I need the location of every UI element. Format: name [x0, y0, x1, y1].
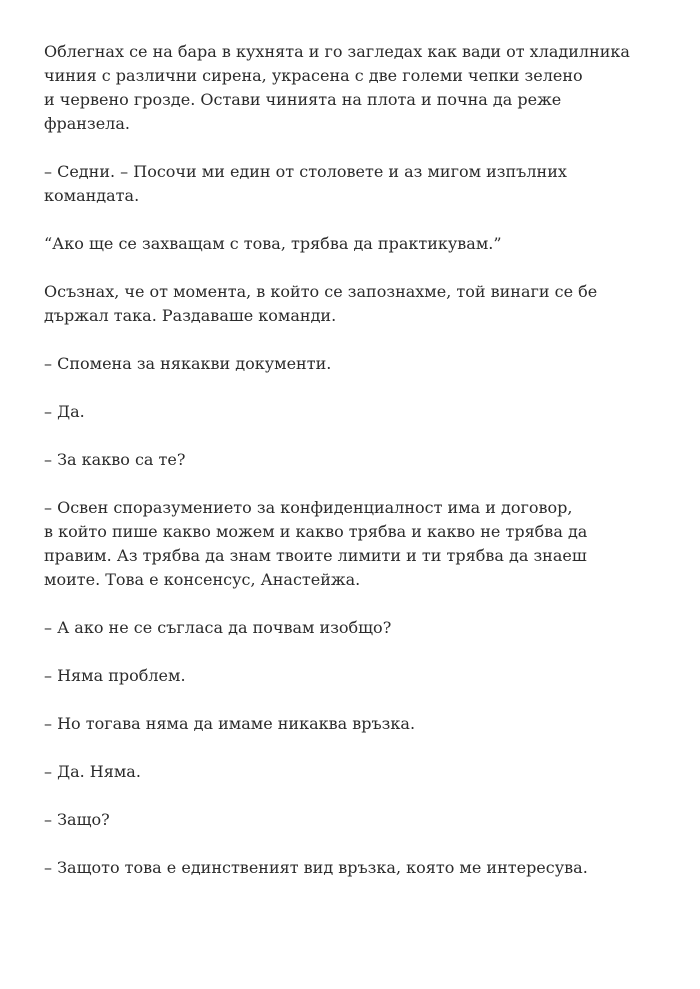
paragraph: [44, 664, 674, 688]
text-line: “Ако ще се захващам с това, трябва да практикувам.”: [44, 234, 502, 253]
text-line: – А ако не се съгласа да почвам изобщо?: [44, 618, 392, 637]
text-line: – Освен споразумението за конфиденциалност има и договор,: [44, 498, 573, 517]
text-line: чиния с различни сирена, украсена с две големи чепки зелено: [44, 66, 583, 85]
text-line: – Защо?: [44, 810, 110, 829]
paragraph: [44, 160, 674, 208]
text-line: – Да.: [44, 402, 85, 421]
text-line: – Защото това е единственият вид връзка, която ме интересува.: [44, 858, 588, 877]
paragraph: [44, 760, 674, 784]
text-line: Облегнах се на бара в кухнята и го загледах как вади от хладилника: [44, 42, 630, 61]
text-line: Осъзнах, че от момента, в който се запознахме, той винаги се бе: [44, 282, 598, 301]
paragraph: [44, 280, 674, 328]
text-line: – За какво са те?: [44, 450, 186, 469]
paragraph: [44, 40, 674, 136]
paragraph: [44, 712, 674, 736]
body-text: [44, 40, 674, 904]
paragraph: [44, 448, 674, 472]
text-line: франзела.: [44, 114, 130, 133]
paragraph: [44, 352, 674, 376]
text-line: – Няма проблем.: [44, 666, 186, 685]
text-line: и червено грозде. Остави чинията на плота и почна да реже: [44, 90, 562, 109]
paragraph: [44, 856, 674, 880]
paragraph: [44, 616, 674, 640]
paragraph: [44, 808, 674, 832]
text-line: моите. Това е консенсус, Анастейжа.: [44, 570, 361, 589]
text-line: – Да. Няма.: [44, 762, 141, 781]
text-line: командата.: [44, 186, 140, 205]
text-line: – Седни. – Посочи ми един от столовете и аз мигом изпълних: [44, 162, 567, 181]
text-line: в който пише какво можем и какво трябва и какво не трябва да: [44, 522, 588, 541]
text-line: – Но тогава няма да имаме никаква връзка.: [44, 714, 416, 733]
paragraph: [44, 496, 674, 592]
paragraph: [44, 400, 674, 424]
text-line: държал така. Раздаваше команди.: [44, 306, 337, 325]
paragraph: [44, 232, 674, 256]
text-line: – Спомена за някакви документи.: [44, 354, 332, 373]
text-line: правим. Аз трябва да знам твоите лимити и ти трябва да знаеш: [44, 546, 587, 565]
